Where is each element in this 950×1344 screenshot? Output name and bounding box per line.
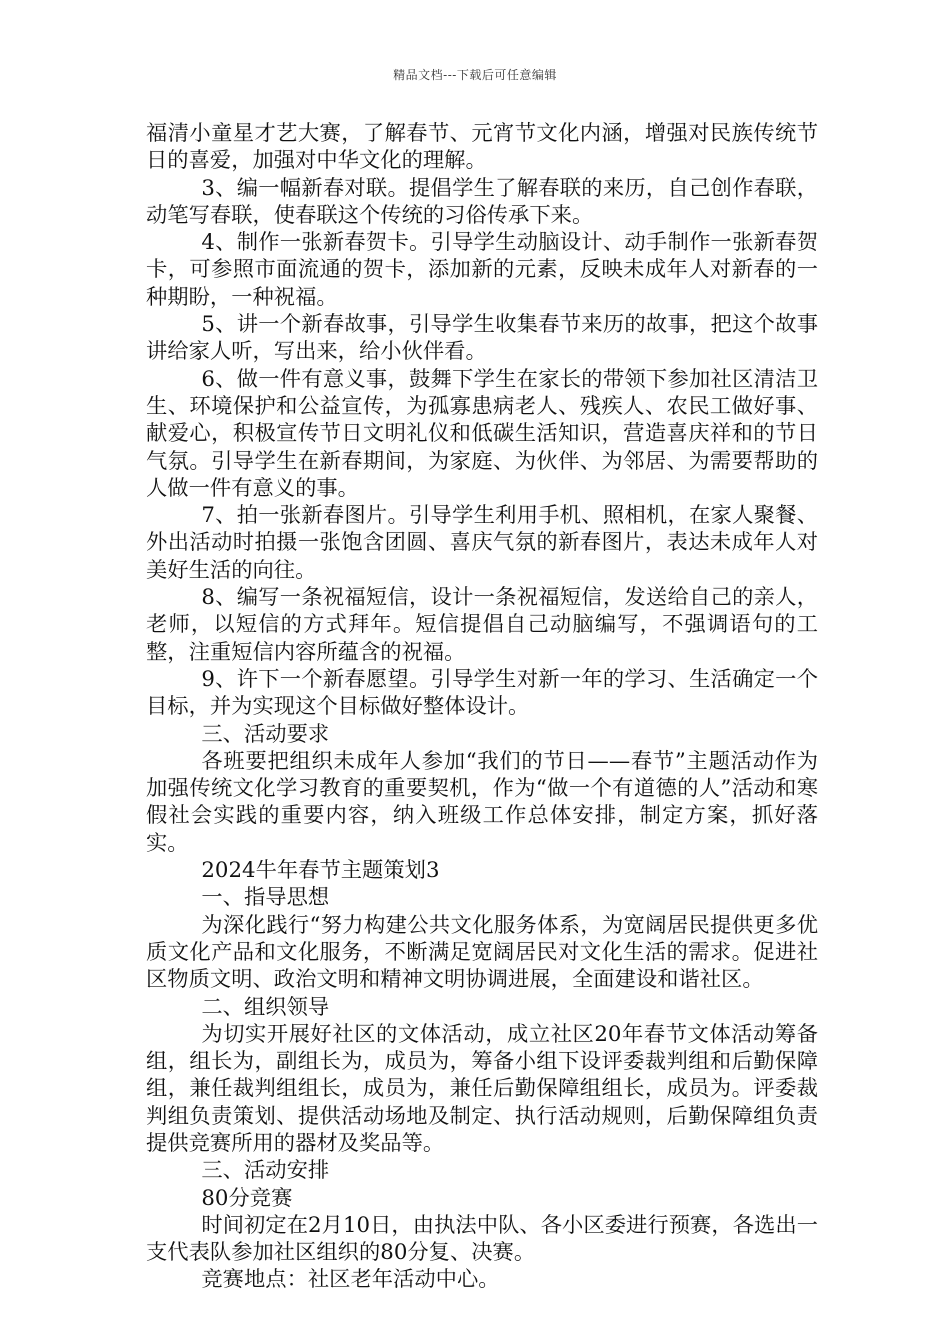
document-body (146, 120, 818, 1294)
page-header: 精品文档---下载后可任意编辑 (393, 68, 557, 82)
section-heading: 三、活动安排 (201, 1158, 330, 1184)
paragraph: 各班要把组织未成年人参加“我们的节日——春节”主题活动作为加强传统文化学习教育的重要契机，作为“做一个有道德的人”活动和寒假社会实践的重要内容，纳入班级工作总体安排，制定方案，抓好落实。 (146, 748, 818, 856)
subsection-heading: 80分竞赛 (201, 1185, 293, 1211)
paragraph: 8、编写一条祝福短信，设计一条祝福短信，发送给自己的亲人，老师，以短信的方式拜年。短信提倡自己动脑编写，不强调语句的工整，注重短信内容所蕴含的祝福。 (146, 585, 818, 665)
section-heading: 三、活动要求 (201, 721, 330, 747)
paragraph: 竞赛地点：社区老年活动中心。 (201, 1267, 500, 1293)
paragraph: 为切实开展好社区的文体活动，成立社区20年春节文体活动筹备组，组长为，副组长为，成员为，筹备小组下设评委裁判组和后勤保障组，兼任裁判组组长，成员为，兼任后勤保障组组长，成员为。评委裁判组负责策划、提供活动场地及制定、执行活动规则，后勤保障组负责提供竞赛所用的器材及奖品等。 (146, 1021, 818, 1156)
paragraph: 3、编一幅新春对联。提倡学生了解春联的来历，自己创作春联，动笔写春联，使春联这个传统的习俗传承下来。 (146, 175, 818, 228)
paragraph: 时间初定在2月10日，由执法中队、各小区委进行预赛，各选出一支代表队参加社区组织的80分复、决赛。 (146, 1212, 818, 1266)
paragraph: 4、制作一张新春贺卡。引导学生动脑设计、动手制作一张新春贺卡，可参照市面流通的贺卡，添加新的元素，反映未成年人对新春的一种期盼，一种祝福。 (146, 230, 818, 310)
paragraph: 福清小童星才艺大赛，了解春节、元宵节文化内涵，增强对民族传统节日的喜爱，加强对中华文化的理解。 (146, 121, 818, 174)
paragraph: 6、做一件有意义事，鼓舞下学生在家长的带领下参加社区清洁卫生、环境保护和公益宣传，为孤寡患病老人、残疾人、农民工做好事、献爱心，积极宣传节日文明礼仪和低碳生活知识，营造喜庆祥和的节日气氛。引导学生在新春期间，为家庭、为伙伴、为邻居、为需要帮助的人做一件有意义的事。 (146, 366, 818, 501)
paragraph: 5、讲一个新春故事，引导学生收集春节来历的故事，把这个故事讲给家人听，写出来，给小伙伴看。 (146, 312, 818, 365)
paragraph: 7、拍一张新春图片。引导学生利用手机、照相机，在家人聚餐、外出活动时拍摄一张饱含团圆、喜庆气氛的新春图片，表达未成年人对美好生活的向往。 (146, 503, 818, 583)
paragraph: 9、许下一个新春愿望。引导学生对新一年的学习、生活确定一个目标，并为实现这个目标做好整体设计。 (146, 666, 818, 720)
section-heading: 一、指导思想 (201, 885, 330, 911)
paragraph: 为深化践行“努力构建公共文化服务体系，为宽阔居民提供更多优质文化产品和文化服务，不断满足宽阔居民对文化生活的需求。促进社区物质文明、政治文明和精神文明协调进展，全面建设和谐社区。 (146, 912, 818, 993)
document-title: 2024牛年春节主题策划3 (201, 858, 440, 884)
section-heading: 二、组织领导 (201, 994, 330, 1020)
